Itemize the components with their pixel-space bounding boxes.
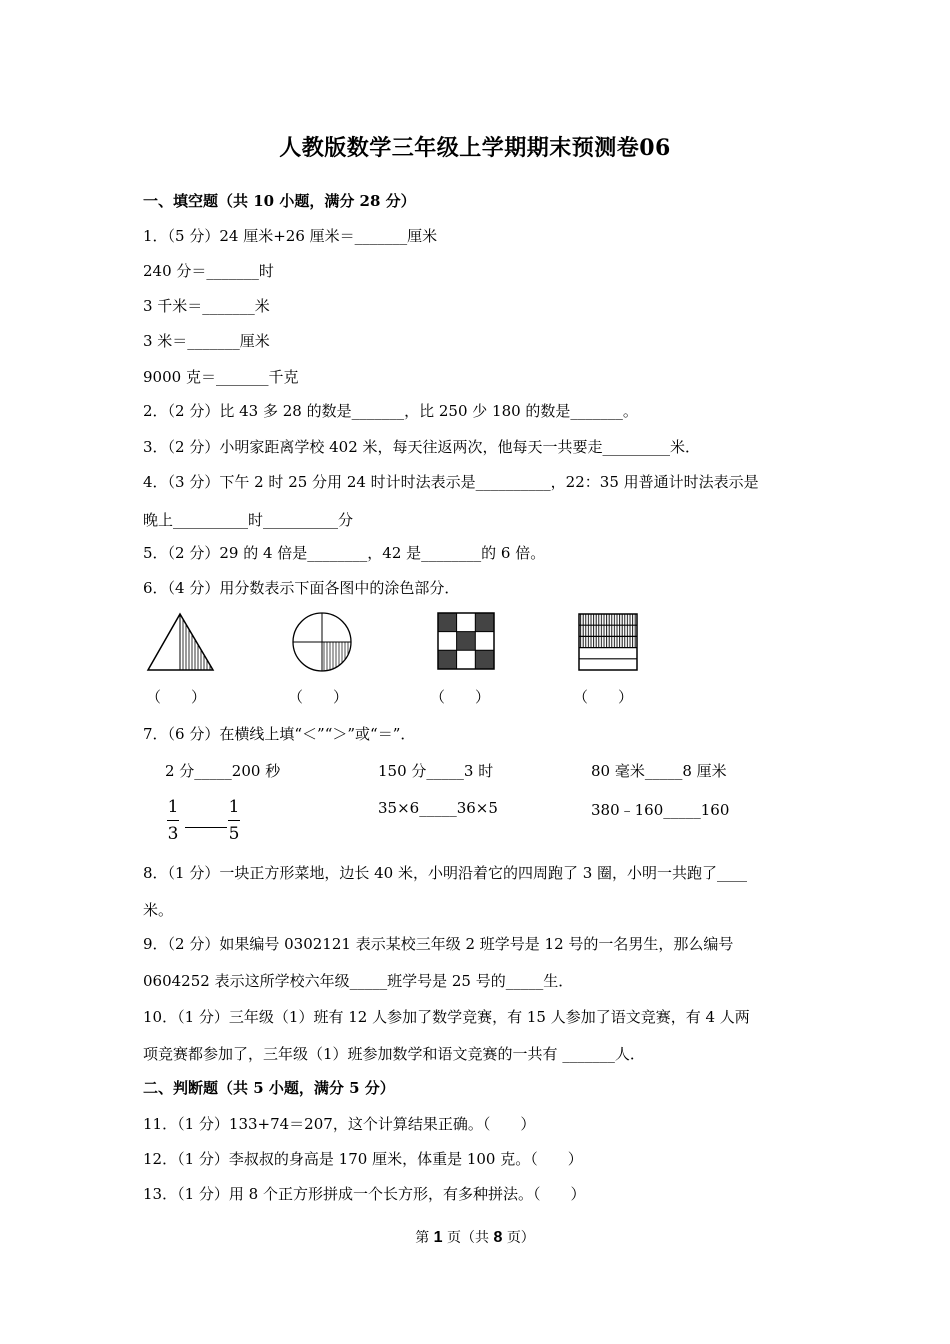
grid-cell-shaded	[438, 650, 457, 669]
grid-cell-shaded	[457, 632, 476, 651]
question-1-line-3: 3 千米＝_______米	[143, 297, 270, 315]
page-footer	[0, 1227, 950, 1247]
compare-item: 2 分_____200 秒	[165, 762, 281, 780]
total-page-number: 8	[493, 1229, 503, 1246]
question-8-line-1: 8．（1 分）一块正方形菜地，边长 40 米，小明沿着它的四周跑了 3 圈，小明一共跑了____	[143, 864, 748, 882]
rectangle-shaded-part	[579, 614, 637, 648]
circle-figure	[290, 612, 354, 672]
question-1-line-4: 3 米＝_______厘米	[143, 332, 270, 350]
answer-paren-3: （ ）	[430, 688, 491, 706]
footer-middle: 页（共	[447, 1230, 489, 1246]
compare-item: 150 分_____3 时	[378, 762, 494, 780]
question-11: 11．（1 分）133+74＝207，这个计算结果正确。（ ）	[143, 1115, 536, 1133]
answer-paren-1: （ ）	[146, 688, 207, 706]
fraction-denominator: 5	[228, 824, 240, 844]
question-4-line-1: 4．（3 分）下午 2 时 25 分用 24 时计时法表示是__________，22：35 用普通计时法表示是	[143, 473, 759, 491]
fraction-numerator: 1	[167, 797, 179, 817]
question-1-line-2: 240 分＝_______时	[143, 262, 274, 280]
fraction-denominator: 3	[167, 824, 179, 844]
triangle-figure	[146, 612, 216, 672]
question-10-line-1: 10．（1 分）三年级（1）班有 12 人参加了数学竞赛，有 15 人参加了语文竞赛，有 4 人两	[143, 1008, 750, 1026]
compare-blank-line	[185, 827, 227, 828]
fraction-numerator: 1	[228, 797, 240, 817]
question-4-line-2: 晚上__________时__________分	[143, 511, 354, 529]
compare-item: 35×6_____36×5	[378, 799, 498, 817]
question-12: 12．（1 分）李叔叔的身高是 170 厘米，体重是 100 克。（ ）	[143, 1150, 583, 1168]
grid-cell-shaded	[438, 613, 457, 632]
section-heading-true-false: 二、判断题（共 5 小题，满分 5 分）	[143, 1079, 395, 1097]
footer-prefix: 第	[415, 1230, 430, 1246]
question-9-line-2: 0604252 表示这所学校六年级_____班学号是 25 号的_____生．	[143, 972, 574, 990]
fraction-one-third	[167, 797, 179, 844]
question-6: 6．（4 分）用分数表示下面各图中的涂色部分．	[143, 579, 460, 597]
grid-cell-shaded	[475, 650, 494, 669]
rectangle-figure	[577, 612, 639, 672]
question-2: 2．（2 分）比 43 多 28 的数是_______，比 250 少 180 的数是_______。	[143, 402, 638, 420]
footer-suffix: 页）	[506, 1230, 535, 1246]
question-5: 5．（2 分）29 的 4 倍是________，42 是________的 6 倍。	[143, 544, 546, 562]
question-9-line-1: 9．（2 分）如果编号 0302121 表示某校三年级 2 班学号是 12 号的一名男生，那么编号	[143, 935, 734, 953]
question-1-line-1: 1．（5 分）24 厘米+26 厘米＝_______厘米	[143, 227, 438, 245]
fraction-one-fifth	[228, 797, 240, 844]
answer-paren-2: （ ）	[288, 688, 349, 706]
grid-figure	[437, 612, 495, 670]
fraction-bar	[228, 820, 240, 821]
grid-cell-shaded	[475, 613, 494, 632]
question-7: 7．（6 分）在横线上填“＜”“＞”或“＝”．	[143, 725, 416, 743]
question-13: 13．（1 分）用 8 个正方形拼成一个长方形，有多种拼法。（ ）	[143, 1185, 586, 1203]
answer-paren-4: （ ）	[573, 688, 634, 706]
section-heading-fill-in: 一、填空题（共 10 小题，满分 28 分）	[143, 192, 416, 210]
current-page-number: 1	[433, 1229, 443, 1246]
fraction-bar	[167, 820, 179, 821]
compare-item: 380﹣160_____160	[591, 801, 730, 819]
question-1-line-5: 9000 克＝_______千克	[143, 368, 299, 386]
question-3: 3．（2 分）小明家距离学校 402 米，每天往返两次，他每天一共要走_________米．	[143, 438, 701, 456]
question-8-line-2: 米。	[143, 901, 174, 919]
compare-item: 80 毫米_____8 厘米	[591, 762, 727, 780]
question-10-line-2: 项竞赛都参加了，三年级（1）班参加数学和语文竞赛的一共有 _______人．	[143, 1045, 645, 1063]
page-title: 人教版数学三年级上学期期末预测卷06	[279, 135, 671, 161]
